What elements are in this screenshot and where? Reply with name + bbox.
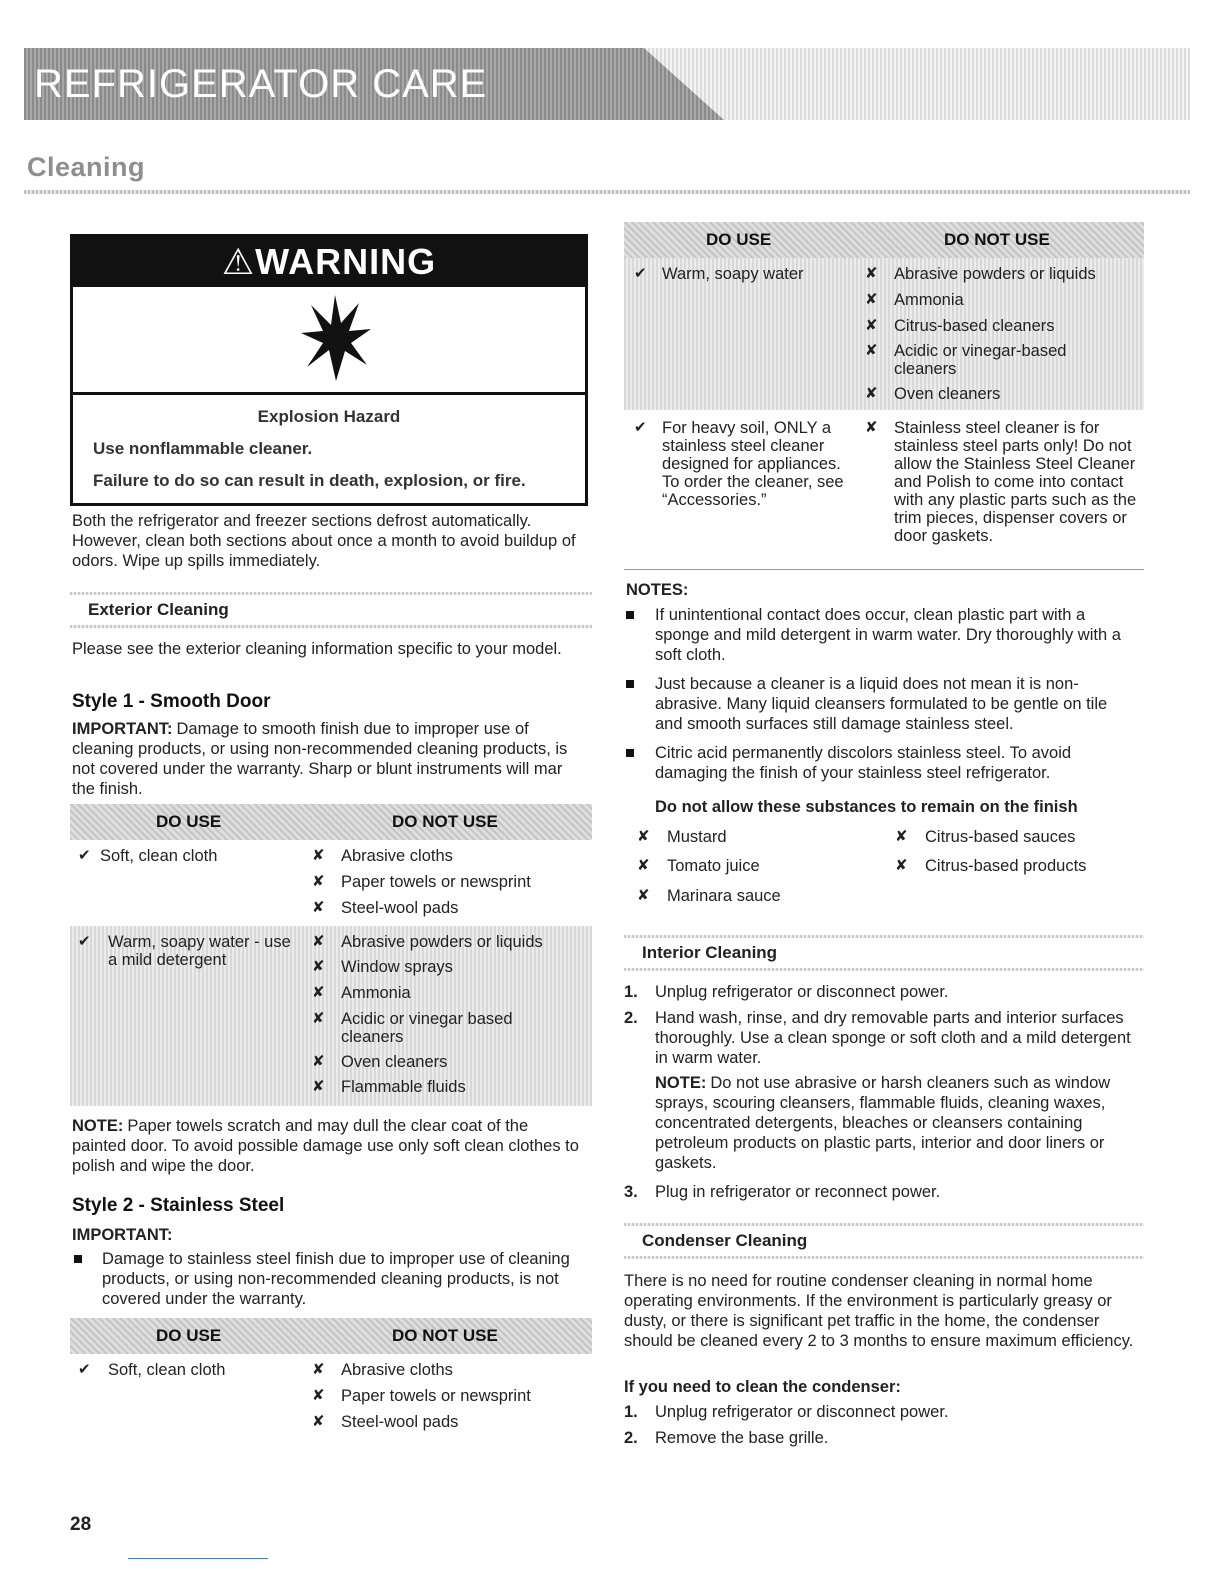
step-number: 1.	[624, 1403, 638, 1421]
right-dont-1: Abrasive powders or liquids	[894, 265, 1096, 283]
condenser-cleaning-header	[624, 1223, 1144, 1259]
warning-heading: ⚠WARNING	[73, 237, 585, 287]
style1-important: IMPORTANT: Damage to smooth finish due to improper use of cleaning products, or using non-recommended cleaning products, is not covered under the warranty. Sharp or blunt instruments will mar the finish.	[72, 720, 568, 798]
warning-icon-area	[73, 287, 585, 395]
cross-icon: ✘	[312, 984, 325, 1001]
section-divider	[24, 190, 1190, 194]
style1-dont-4: Abrasive powders or liquids	[341, 933, 543, 951]
style2-do-1: Soft, clean cloth	[108, 1361, 226, 1379]
step-number: 1.	[624, 983, 638, 1001]
note-1: If unintentional contact does occur, clean plastic part with a sponge and mild detergent in warm water. Dry thoroughly with a soft cloth.	[655, 606, 1121, 664]
style2-dont-2: Paper towels or newsprint	[341, 1387, 531, 1405]
interior-step-1: Unplug refrigerator or disconnect power.	[655, 983, 949, 1001]
substances-heading: Do not allow these substances to remain on the finish	[655, 798, 1078, 816]
style1-dont-8: Oven cleaners	[341, 1053, 448, 1071]
right-do-use-label: DO USE	[706, 230, 772, 249]
substance-tomato-juice: Tomato juice	[667, 857, 760, 875]
check-icon: ✔	[634, 265, 647, 282]
style1-dont-2: Paper towels or newsprint	[341, 873, 531, 891]
substance-citrus-products: Citrus-based products	[925, 857, 1087, 875]
warning-line-2: Failure to do so can result in death, explosion, or fire.	[93, 471, 526, 490]
condenser-text: There is no need for routine condenser cleaning in normal home operating environments. If the environment is particularly greasy or dusty, or there is significant pet traffic in the home, the condenser should be cleaned every 2 to 3 months to ensure maximum efficiency.	[624, 1272, 1134, 1350]
style1-note: NOTE: Paper towels scratch and may dull the clear coat of the painted door. To avoid possible damage use only soft clean clothes to polish and wipe the door.	[72, 1117, 579, 1175]
style1-do-use-label: DO USE	[156, 812, 222, 831]
cross-icon: ✘	[637, 857, 650, 874]
bullet-icon	[626, 611, 634, 619]
cross-icon: ✘	[865, 291, 878, 308]
cross-icon: ✘	[312, 1413, 325, 1430]
cross-icon: ✘	[312, 1010, 325, 1027]
cross-icon: ✘	[865, 342, 878, 359]
cross-icon: ✘	[312, 958, 325, 975]
style2-heading: Style 2 - Stainless Steel	[72, 1195, 285, 1216]
right-do-not-use-label: DO NOT USE	[944, 230, 1050, 249]
cross-icon: ✘	[865, 419, 878, 436]
condenser-subheading: If you need to clean the condenser:	[624, 1378, 901, 1396]
bullet-icon	[626, 749, 634, 757]
style2-dont-3: Steel-wool pads	[341, 1413, 459, 1431]
step-number: 2.	[624, 1429, 638, 1447]
cross-icon: ✘	[895, 857, 908, 874]
style1-table-header	[70, 804, 592, 840]
page-number: 28	[70, 1514, 92, 1535]
cross-icon: ✘	[312, 873, 325, 890]
cross-icon: ✘	[312, 1387, 325, 1404]
cross-icon: ✘	[312, 1361, 325, 1378]
footer-link-line	[128, 1558, 268, 1559]
style1-dont-6: Ammonia	[341, 984, 411, 1002]
bullet-icon	[626, 680, 634, 688]
style1-do-1: Soft, clean cloth	[100, 847, 218, 865]
style2-do-not-use-label: DO NOT USE	[392, 1326, 498, 1345]
check-icon: ✔	[78, 933, 91, 950]
warning-line-1: Use nonflammable cleaner.	[93, 439, 313, 458]
intro-paragraph: Both the refrigerator and freezer sections defrost automatically. However, clean both sections about once a month to avoid buildup of odors. Wipe up spills immediately.	[72, 512, 576, 570]
exterior-intro: Please see the exterior cleaning information specific to your model.	[72, 640, 562, 658]
right-dont-4: Acidic or vinegar-based cleaners	[894, 342, 1067, 378]
right-do-1: Warm, soapy water	[662, 265, 804, 283]
bullet-icon	[74, 1255, 82, 1263]
note-3: Citric acid permanently discolors stainless steel. To avoid damaging the finish of your stainless steel refrigerator.	[655, 744, 1072, 782]
right-dont-2: Ammonia	[894, 291, 964, 309]
warning-box	[70, 234, 588, 506]
style1-dont-1: Abrasive cloths	[341, 847, 453, 865]
check-icon: ✔	[78, 1361, 91, 1378]
style2-dont-1: Abrasive cloths	[341, 1361, 453, 1379]
check-icon: ✔	[634, 419, 647, 436]
condenser-step-1: Unplug refrigerator or disconnect power.	[655, 1403, 949, 1421]
condenser-step-2: Remove the base grille.	[655, 1429, 829, 1447]
cross-icon: ✘	[312, 847, 325, 864]
condenser-cleaning-title: Condenser Cleaning	[642, 1231, 808, 1250]
substance-citrus-sauces: Citrus-based sauces	[925, 828, 1076, 846]
style1-dont-5: Window sprays	[341, 958, 453, 976]
cross-icon: ✘	[312, 899, 325, 916]
cross-icon: ✘	[312, 1053, 325, 1070]
style2-important-label: IMPORTANT:	[72, 1226, 173, 1244]
style2-important-text: Damage to stainless steel finish due to improper use of cleaning products, or using non-recommended cleaning products, is not covered under the warranty.	[102, 1250, 570, 1308]
cross-icon: ✘	[865, 317, 878, 334]
right-dont-5: Oven cleaners	[894, 385, 1001, 403]
interior-step-2: Hand wash, rinse, and dry removable parts and interior surfaces thoroughly. Use a clean sponge or soft cloth and a mild detergent in warm water.	[655, 1009, 1131, 1067]
right-do-2: For heavy soil, ONLY a stainless steel cleaner designed for appliances. To order the cleaner, see “Accessories.”	[662, 419, 844, 509]
substance-mustard: Mustard	[667, 828, 727, 846]
exterior-cleaning-title: Exterior Cleaning	[88, 600, 229, 619]
style1-do-not-use-label: DO NOT USE	[392, 812, 498, 831]
right-table-bottom-rule	[624, 569, 1144, 570]
step-number: 3.	[624, 1183, 638, 1201]
style2-table-header	[70, 1318, 592, 1354]
style1-do-2: Warm, soapy water - use a mild detergent	[108, 933, 291, 969]
page-banner	[24, 48, 1190, 120]
substance-marinara: Marinara sauce	[667, 887, 781, 905]
interior-cleaning-title: Interior Cleaning	[642, 943, 778, 962]
interior-step-3: Plug in refrigerator or reconnect power.	[655, 1183, 941, 1201]
right-table-header	[624, 222, 1144, 258]
cross-icon: ✘	[637, 828, 650, 845]
warning-hazard: Explosion Hazard	[257, 407, 401, 426]
cross-icon: ✘	[312, 933, 325, 950]
interior-cleaning-header	[624, 935, 1144, 971]
exterior-cleaning-header	[70, 592, 592, 628]
style1-dont-9: Flammable fluids	[341, 1078, 466, 1096]
note-2: Just because a cleaner is a liquid does not mean it is non-abrasive. Many liquid cleansers formulated to be gentle on tile and smooth surfaces still damage stainless steel.	[655, 675, 1108, 733]
style1-heading: Style 1 - Smooth Door	[72, 691, 271, 712]
check-icon: ✔	[78, 847, 91, 864]
section-title: Cleaning	[27, 152, 146, 182]
banner-title: REFRIGERATOR CARE	[34, 62, 488, 106]
interior-note: NOTE: Do not use abrasive or harsh cleaners such as window sprays, scouring cleansers, flammable fluids, cleaning waxes, concentrated detergents, bleaches or cleansers containing petroleum products on plastic parts, interior and door liners or gaskets.	[655, 1074, 1111, 1172]
right-dont-6: Stainless steel cleaner is for stainless steel parts only! Do not allow the Stainless Steel Cleaner and Polish to come into contact with any plastic parts such as the trim pieces, dispenser covers or door gaskets.	[894, 419, 1137, 545]
cross-icon: ✘	[895, 828, 908, 845]
style1-dont-7: Acidic or vinegar based cleaners	[341, 1010, 513, 1046]
explosion-icon	[301, 295, 371, 381]
notes-heading: NOTES:	[626, 581, 689, 599]
cross-icon: ✘	[865, 385, 878, 402]
cross-icon: ✘	[312, 1078, 325, 1095]
step-number: 2.	[624, 1009, 638, 1027]
style1-dont-3: Steel-wool pads	[341, 899, 459, 917]
cross-icon: ✘	[637, 887, 650, 904]
cross-icon: ✘	[865, 265, 878, 282]
right-dont-3: Citrus-based cleaners	[894, 317, 1055, 335]
style2-do-use-label: DO USE	[156, 1326, 222, 1345]
